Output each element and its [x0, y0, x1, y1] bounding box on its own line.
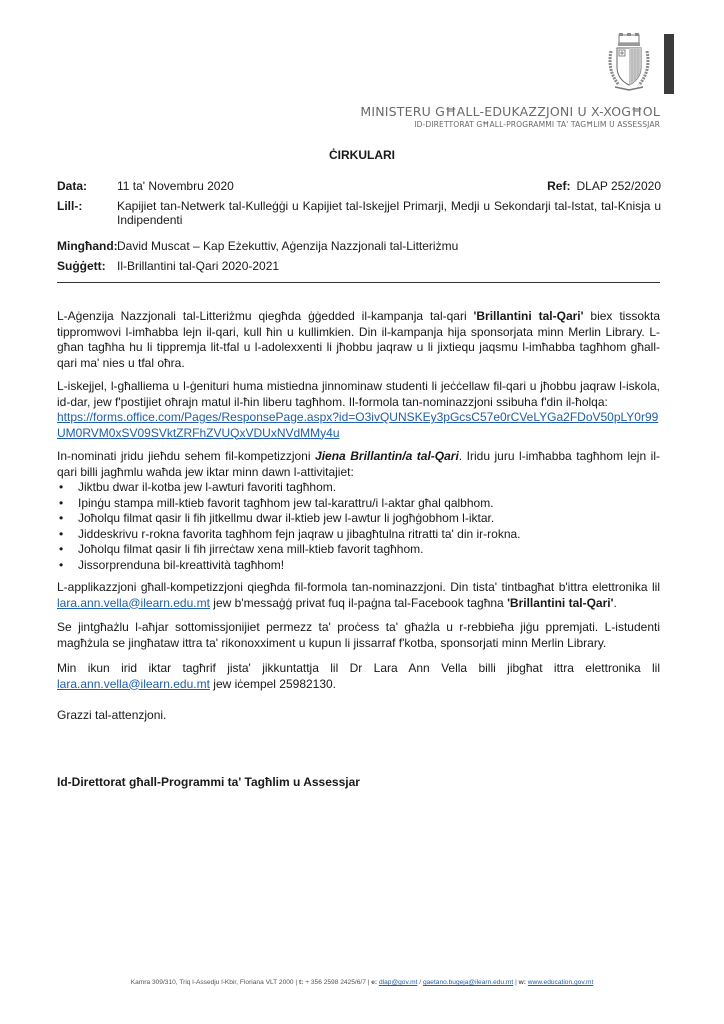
paragraph-application: [57, 580, 660, 611]
application-text-b: jew b'messaġġ privat fuq il-paġna tal-Facebook tagħna: [209, 595, 508, 610]
to-value: Kapijiet tan-Netwerk tal-Kulleġġi u Kapijiet tal-Iskejjel Primarji, Medji u Sekondarji tal-Istat, tal-Knisja u Indipendenti: [117, 199, 661, 227]
subject-value: Il-Brillantini tal-Qari 2020-2021: [117, 259, 280, 273]
ref-label: Ref:: [547, 179, 571, 193]
paragraph-intro: [57, 309, 660, 371]
date-value: 11 ta' Novembru 2020: [117, 179, 234, 193]
from-value: David Muscat – Kap Eżekuttiv, Aġenzija Nazzjonali tal-Litteriżmu: [117, 239, 459, 253]
header-divider: [57, 282, 660, 283]
activity-item: • Jiktbu dwar il-kotba jew l-awturi favoriti tagħhom.: [57, 480, 660, 496]
contact-email-link[interactable]: lara.ann.vella@ilearn.edu.mt: [57, 676, 210, 691]
contact-text-a: Min ikun irid iktar tagħrif jista' jikkuntattja lil Dr Lara Ann Vella billi jibgħat ittra elettronika lil: [57, 661, 660, 675]
document-title: ĊIRKULARI: [329, 148, 395, 162]
activity-item: • Joħolqu filmat qasir li fih jirreċtaw xena mill-ktieb favorit tagħhom.: [57, 542, 660, 558]
application-text-a: L-applikazzjoni għall-kompetizzjoni qiegħda fil-formola tan-nominazzjoni. Din tista' tintbagħat b'ittra elettronika lil: [57, 580, 660, 594]
footer: [0, 979, 724, 986]
to-label: Lill-:: [57, 199, 83, 213]
activity-item: • Joħolqu filmat qasir li fih jitkellmu dwar il-ktieb jew l-awtur li jogħġobhom l-iktar.: [57, 511, 660, 527]
meta-to-row: [57, 199, 661, 229]
ref-value: DLAP 252/2020: [576, 179, 661, 193]
meta-from-row: [57, 239, 661, 253]
meta-date-row: [57, 179, 661, 193]
nomination-text: L-iskejjel, l-għalliema u l-ġenituri huma mistiedna jinnominaw studenti li jeċċellaw fil-qari u jħobbu jaqraw l-iskola, id-dar, jew f'postijiet oħrajn matul il-ħin liberu tagħhom. Il-formola tan-nominazzjoni ssibuha f'din il-ħolqa:: [57, 379, 660, 409]
footer-phone-label: t:: [298, 979, 304, 986]
meta-subject-row: [57, 259, 661, 273]
ref-field: [547, 179, 661, 193]
footer-website-link[interactable]: www.education.gov.mt: [527, 979, 594, 986]
footer-separator: |: [513, 979, 519, 986]
campaign-name: 'Brillantini tal-Qari': [473, 309, 584, 323]
paragraph-competition: [57, 449, 660, 573]
paragraph-selection: [57, 620, 660, 651]
ministry-heading: [360, 105, 660, 130]
footer-separator: /: [417, 979, 423, 986]
intro-text-a: L-Aġenzija Nazzjonali tal-Litteriżmu qiegħda ġġedded il-kampanja tal-qari: [57, 309, 474, 323]
activities-list: [57, 480, 660, 573]
activity-item: • Ipinġu stampa mill-ktieb favorit tagħhom jew tal-karattru/i l-aktar għal qalbhom.: [57, 496, 660, 512]
footer-email-gaetano[interactable]: gaetano.bugeja@ilearn.edu.mt: [422, 979, 514, 986]
contact-text-b: jew iċempel 25982130.: [209, 676, 337, 691]
paragraph-contact: [57, 661, 660, 692]
ministry-name: MINISTERU GĦALL-EDUKAZZJONI U X-XOGĦOL: [360, 104, 660, 119]
footer-email-label: e:: [371, 979, 378, 986]
competition-name: Jiena Brillantin/a tal-Qari: [315, 449, 459, 463]
paragraph-nomination: [57, 379, 660, 441]
activity-item: • Jissorprenduna bil-kreattività tagħhom!: [57, 558, 660, 574]
subject-label: Suġġett:: [57, 259, 106, 273]
header-accent-bar: [664, 34, 674, 94]
footer-web-label: w:: [518, 979, 526, 986]
intro-text-b: biex tissokta tippromwovi l-imħabba lejn il-qari, kull ħin u kullimkien. Din il-kampanja hija sponsorjata minn Merlin Library. L-għan tagħha hu li tippremja lit-tfal u l-adolexxenti li jħobbu jaqraw u li jixtiequ jaqsmu l-imħabba tagħhom għall-qari ma' nies u tfal oħra.: [57, 309, 661, 370]
footer-address: Kamra 309/310, Triq l-Assedju l-Kbir, Floriana VLT 2000 |: [130, 979, 299, 986]
thanks-text: Grazzi tal-attenzjoni.: [57, 708, 167, 722]
from-label: Mingħand:: [57, 239, 118, 253]
competition-text-b: . Iridu juru l-imħabba tagħhom lejn il-qari billi jagħmlu waħda jew iktar minn dawn l-attivitajiet:: [57, 449, 660, 479]
footer-email-dlap[interactable]: dlap@gov.mt: [378, 979, 418, 986]
date-label: Data:: [57, 179, 88, 193]
competition-text-a: In-nominati jridu jieħdu sehem fil-kompetizzjoni: [57, 449, 316, 463]
nomination-form-link[interactable]: https://forms.office.com/Pages/ResponsePage.aspx?id=O3ivQUNSKEy3pGcsC57e0rCVeLYGa2FDoV50pLY0r99UM0RVM0xSV09SVktZRFhZVUQxVDUxNVdMMy4u: [57, 410, 659, 440]
malta-coat-of-arms-icon: [605, 33, 653, 93]
selection-text: Se jintgħażlu l-aħjar sottomissjonijiet permezz ta' proċess ta' għażla u r-rebbieħa jiġu ppremjati. L-istudenti magħżula se jingħataw ittra ta' rikonoxximent u kupun li jissarraf f'kotba, sponsorjati minn Merlin Library.: [57, 620, 660, 650]
application-text-end: .: [613, 595, 617, 610]
paragraph-thanks: [57, 708, 660, 724]
activity-item: • Jiddeskrivu r-rokna favorita tagħhom fejn jaqraw u jibagħtulna ritratti ta' din ir-rokna.: [57, 527, 660, 543]
facebook-page-name: 'Brillantini tal-Qari': [507, 595, 614, 610]
email-link[interactable]: lara.ann.vella@ilearn.edu.mt: [57, 595, 210, 610]
footer-phone: + 356 2598 2425/6/7 |: [303, 979, 372, 986]
directorate-name: ID-DIRETTORAT GĦALL-PROGRAMMI TA' TAGĦLIM U ASSESSJAR: [414, 120, 660, 129]
signoff: Id-Direttorat għall-Programmi ta' Tagħlim u Assessjar: [57, 775, 360, 789]
